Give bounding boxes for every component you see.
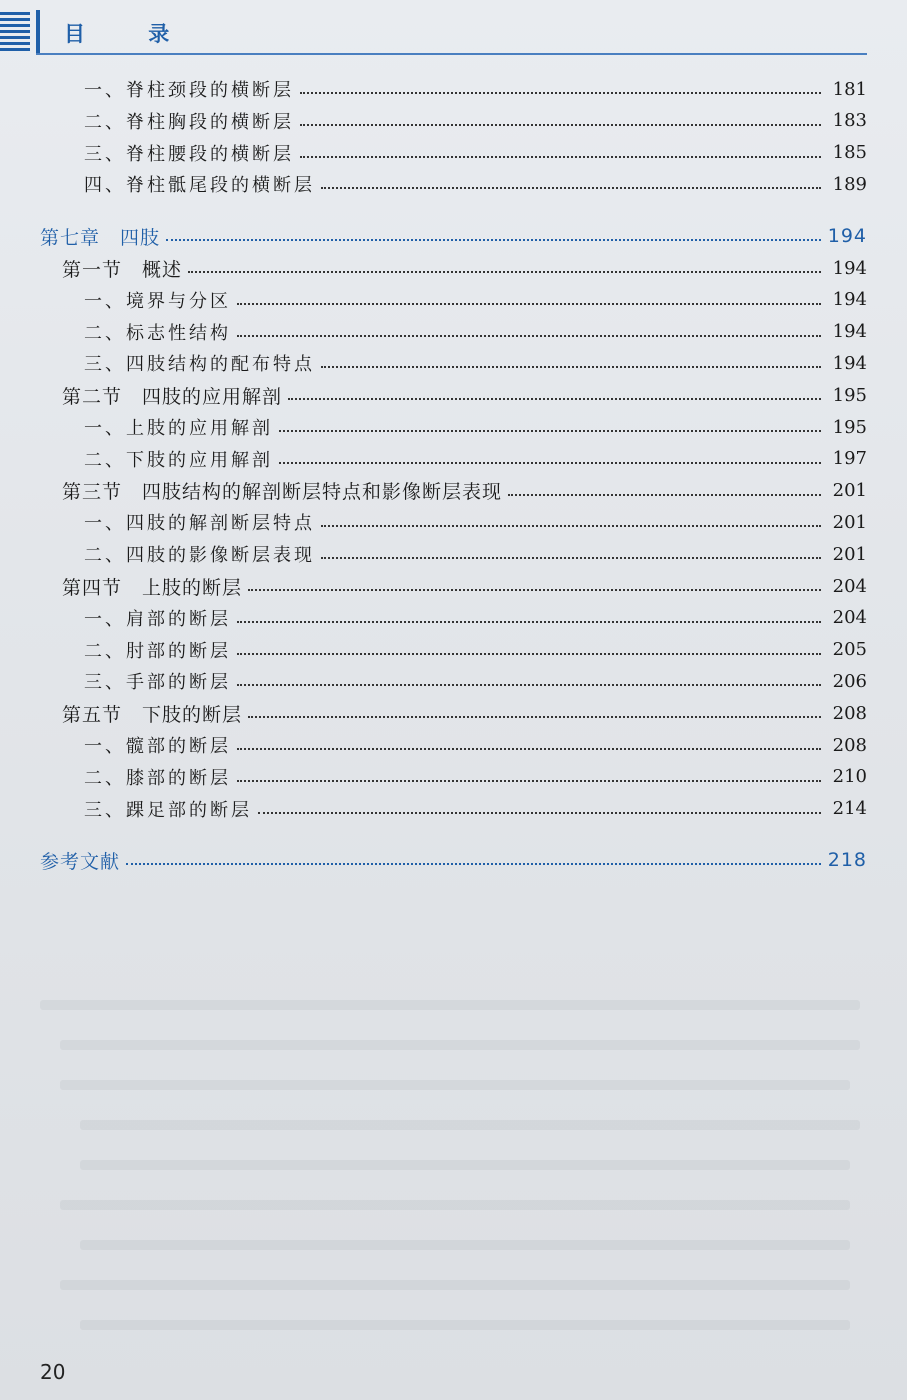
toc-leader-dots [508,494,821,496]
toc-leader-dots [321,366,821,368]
toc-entry-page: 181 [832,78,867,100]
toc-entry[interactable] [0,285,907,315]
toc-entry[interactable] [0,138,907,168]
toc-entry-page: 208 [832,734,867,756]
toc-entry[interactable] [0,444,907,474]
toc-entry-title: 第三节 四肢结构的解剖断层特点和影像断层表现 [62,481,503,504]
toc-leader-dots [237,335,821,337]
header-rule [36,53,867,55]
toc-entry[interactable] [0,603,907,633]
toc-entry[interactable] [0,507,907,537]
toc-leader-dots [248,716,821,718]
toc-entry-page: 189 [832,173,867,195]
toc-leader-dots [300,92,821,94]
toc-leader-dots [288,398,821,400]
toc-entry-title: 参考文献 [40,850,121,873]
toc-entry[interactable] [0,221,907,251]
toc-entry-title: 三、手部的断层 [84,672,231,694]
toc-entry-title: 二、四肢的影像断层表现 [84,545,315,567]
toc-entry[interactable] [0,348,907,378]
toc-entry[interactable] [0,666,907,696]
toc-leader-dots [300,124,821,126]
toc-entry-page: 185 [832,142,867,164]
toc-entry-title: 第七章 四肢 [40,226,161,249]
toc-entry-page: 206 [832,670,867,692]
toc-leader-dots [321,187,821,189]
toc-leader-dots [237,748,821,750]
toc-leader-dots [248,589,821,591]
toc-entry-page: 195 [832,416,867,438]
toc-entry-title: 一、境界与分区 [84,290,231,312]
toc-entry-title: 一、上肢的应用解剖 [84,418,273,439]
toc-entry-title: 二、膝部的断层 [84,767,231,789]
toc-entry-title: 第二节 四肢的应用解剖 [62,385,283,408]
toc-entry[interactable] [0,762,907,792]
toc-entry[interactable] [0,476,907,506]
toc-entry-page: 201 [832,511,867,533]
toc-entry-page: 194 [832,257,867,279]
toc-entry-page: 183 [832,110,867,132]
toc-entry[interactable] [0,730,907,760]
toc-entry-title: 一、脊柱颈段的横断层 [84,80,294,101]
toc-entry[interactable] [0,412,907,442]
toc-entry-page: 194 [832,289,867,311]
toc-entry-page: 204 [832,575,867,597]
toc-entry-page: 201 [832,543,867,565]
toc-entry-title: 二、下肢的应用解剖 [84,449,273,471]
toc-entry[interactable] [0,169,907,199]
toc-entry-title: 二、肘部的断层 [84,640,231,662]
page-header [0,0,907,60]
toc-entry[interactable] [0,106,907,136]
toc-entry-page: 194 [832,352,867,374]
toc-entry-page: 201 [832,480,867,502]
toc-leader-dots [188,271,821,273]
toc-leader-dots [237,780,821,782]
toc-entry-page: 208 [832,702,867,724]
toc-entry[interactable] [0,794,907,824]
toc-entry[interactable] [0,74,907,104]
toc-entry-title: 三、踝足部的断层 [84,799,252,821]
toc-leader-dots [279,430,821,432]
toc-entry[interactable] [0,845,907,875]
toc-entry-title: 二、脊柱胸段的横断层 [84,111,294,133]
toc-leader-dots [237,653,821,655]
toc-entry-page: 197 [832,448,867,470]
page-number: 20 [40,1360,66,1384]
toc-leader-dots [126,863,821,865]
toc-entry-title: 第五节 下肢的断层 [62,703,243,726]
toc-entry-title: 二、标志性结构 [84,322,231,344]
header-bar-decoration [36,10,40,54]
toc-entry-page: 204 [832,607,867,629]
toc-entry[interactable] [0,698,907,728]
toc-entry-page: 194 [832,321,867,343]
toc-entry-page: 210 [832,766,867,788]
toc-entry[interactable] [0,635,907,665]
toc-leader-dots [237,621,821,623]
toc-entry-page: 205 [832,639,867,661]
toc-entry-title: 三、脊柱腰段的横断层 [84,143,294,165]
toc-leader-dots [321,525,821,527]
toc-entry-title: 一、四肢的解剖断层特点 [84,513,315,535]
toc-entry-title: 四、脊柱骶尾段的横断层 [84,175,315,197]
toc-entry[interactable] [0,317,907,347]
toc-entry-title: 第四节 上肢的断层 [62,576,243,599]
toc-leader-dots [300,156,821,158]
toc-entry-page: 194 [827,225,867,248]
toc-entry-page: 214 [832,798,867,820]
toc-entry-title: 一、肩部的断层 [84,608,231,630]
toc-leader-dots [237,684,821,686]
toc-entry[interactable] [0,380,907,410]
toc-leader-dots [166,239,821,241]
toc-entry-page: 195 [832,384,867,406]
toc-entry[interactable] [0,571,907,601]
toc-entry-title: 三、四肢结构的配布特点 [84,354,315,376]
header-stripes-decoration [0,12,30,52]
toc-entry-page: 218 [827,849,867,872]
toc-entry[interactable] [0,539,907,569]
toc-entry-title: 一、髋部的断层 [84,736,231,757]
toc-leader-dots [258,812,821,814]
header-title: 目 录 [64,22,198,46]
toc-leader-dots [279,462,821,464]
toc-leader-dots [237,303,821,305]
toc-entry[interactable] [0,253,907,283]
toc-entry-title: 第一节 概述 [62,258,183,281]
toc-leader-dots [321,557,821,559]
